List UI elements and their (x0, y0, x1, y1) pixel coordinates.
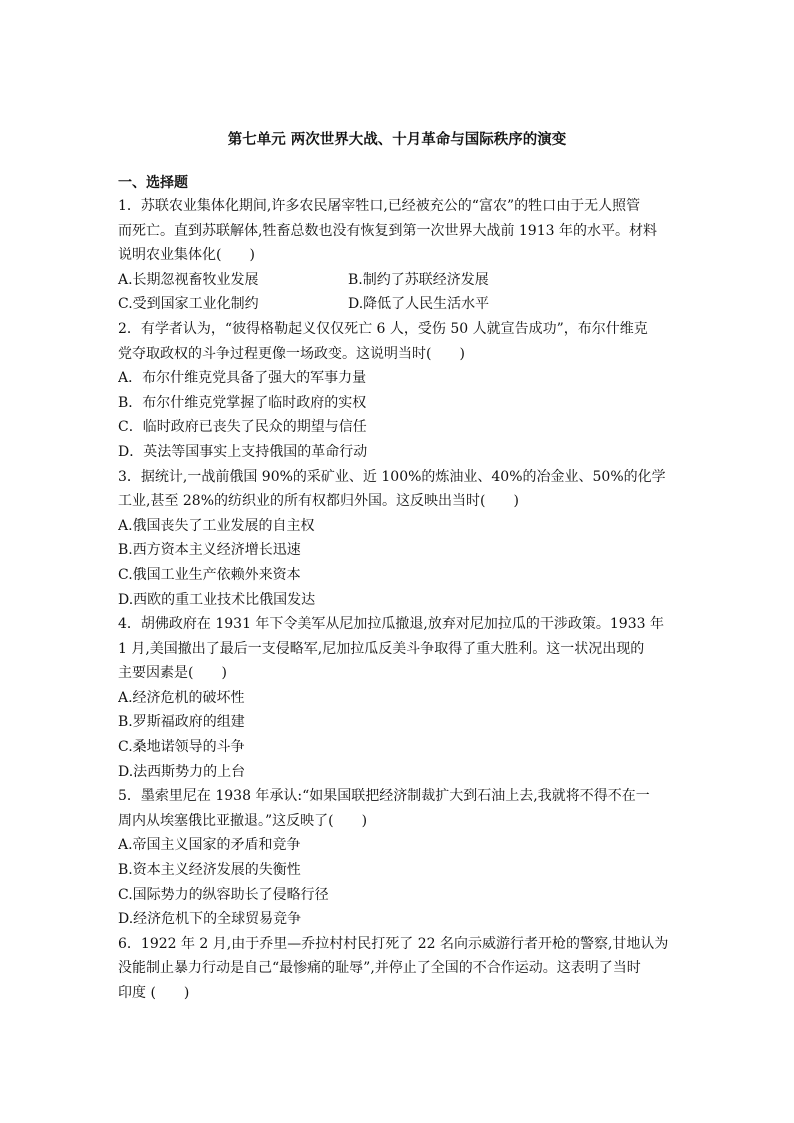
question-stem-line: 印度 ( ) (118, 985, 190, 1001)
question-stem-line: 周内从埃塞俄比亚撤退。”这反映了( ) (118, 812, 368, 829)
option-c[interactable]: C.受到国家工业化制约 (118, 296, 259, 313)
option-b[interactable]: B.制约了苏联经济发展 (348, 271, 489, 288)
option-c[interactable]: C.俄国工业生产依赖外来资本 (118, 566, 301, 583)
question-stem-line: 而死亡。直到苏联解体,牲畜总数也没有恢复到第一次世界大战前 1913 年的水平。材料 (118, 222, 657, 239)
question-stem-line: 4．胡佛政府在 1931 年下令美军从尼加拉瓜撤退,放弃对尼加拉瓜的干涉政策。1933 年 (118, 616, 664, 633)
option-row (118, 292, 678, 317)
option-a[interactable]: A.长期忽视畜牧业发展 (118, 271, 259, 288)
option-d[interactable]: D．英法等国事实上支持俄国的革命行动 (118, 443, 368, 460)
option-d[interactable]: D.西欧的重工业技术比俄国发达 (118, 591, 316, 608)
option-a[interactable]: A.经济危机的破坏性 (118, 689, 245, 706)
question-5 (118, 784, 678, 932)
question-stem-line: 1．苏联农业集体化期间,许多农民屠宰牲口,已经被充公的“富农”的牲口由于无人照管 (118, 198, 641, 214)
question-stem-line: 党夺取政权的斗争过程更像一场政变。这说明当时( ) (118, 345, 465, 362)
question-1 (118, 194, 678, 317)
question-stem-line: 主要因素是( ) (118, 665, 227, 682)
question-3 (118, 465, 678, 613)
option-a[interactable]: A.俄国丧失了工业发展的自主权 (118, 517, 315, 534)
question-stem-line: 工业,甚至 28%的纺织业的所有权都归外国。这反映出当时( ) (118, 493, 519, 510)
question-4 (118, 612, 678, 784)
question-stem-line: 6．1922 年 2 月,由于乔里—乔拉村村民打死了 22 名向示威游行者开枪的警察,甘地认为 (118, 935, 669, 952)
option-a[interactable]: A.帝国主义国家的矛盾和竞争 (118, 837, 301, 854)
option-d[interactable]: D.法西斯势力的上台 (118, 763, 246, 780)
section-heading: 一、选择题 (118, 175, 188, 191)
question-stem-line: 说明农业集体化( ) (118, 247, 255, 264)
question-stem-line: 5．墨索里尼在 1938 年承认:“如果国联把经济制裁扩大到石油上去,我就将不得不在一 (118, 788, 650, 805)
option-c[interactable]: C.国际势力的纵容助长了侵略行径 (118, 886, 329, 903)
document-title: 第七单元 两次世界大战、十月革命与国际秩序的演变 (227, 131, 567, 148)
option-b[interactable]: B．布尔什维克党掌握了临时政府的实权 (118, 394, 367, 411)
question-stem-line: 没能制止暴力行动是自己“最惨痛的耻辱”,并停止了全国的不合作运动。这表明了当时 (118, 960, 641, 977)
option-d[interactable]: D.经济危机下的全球贸易竞争 (118, 911, 302, 928)
option-d[interactable]: D.降低了人民生活水平 (348, 296, 490, 313)
option-row (118, 268, 678, 293)
option-b[interactable]: B.西方资本主义经济增长迅速 (118, 542, 301, 559)
option-c[interactable]: C．临时政府已丧失了民众的期望与信任 (118, 419, 367, 436)
question-list (118, 172, 678, 1006)
question-6 (118, 932, 678, 1006)
question-2 (118, 317, 678, 465)
option-b[interactable]: B.资本主义经济发展的失衡性 (118, 862, 301, 879)
option-c[interactable]: C.桑地诺领导的斗争 (118, 739, 245, 756)
question-stem-line: 3．据统计,一战前俄国 90%的采矿业、近 100%的炼油业、40%的冶金业、50%的化学 (118, 468, 666, 485)
option-b[interactable]: B.罗斯福政府的组建 (118, 714, 245, 731)
question-stem-line: 2．有学者认为，“彼得格勒起义仅仅死亡 6 人，受伤 50 人就宣告成功”，布尔什维克 (118, 320, 648, 337)
option-a[interactable]: A．布尔什维克党具备了强大的军事力量 (118, 370, 367, 387)
question-stem-line: 1 月,美国撤出了最后一支侵略军,尼加拉瓜反美斗争取得了重大胜利。这一状况出现的 (118, 640, 645, 657)
